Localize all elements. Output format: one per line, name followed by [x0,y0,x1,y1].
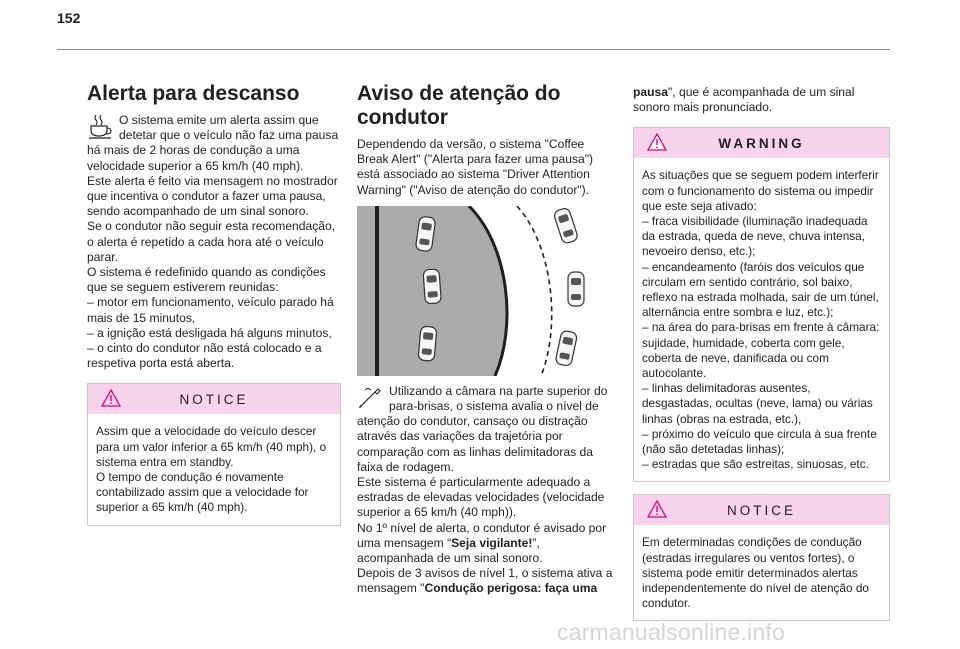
notice-box-rest [87,383,341,525]
column-right [633,85,890,621]
lane-drift-illustration [357,206,613,376]
alert-message-pause: pausa [633,85,668,99]
section-title-rest-alert: Alerta para descanso [87,82,300,105]
rest-alert-body: Este alerta é feito via mensagem no mostrador que incentiva o condutor a fazer uma pausa, sendo acompanhado de um sinal sonoro. Se o condutor não seguir esta recomendação, o alerta é repetido a cada hora até o veículo parar. O sistema é redefinido quando as condições que se seguem estiverem reunidas: – motor em funcionamento, veículo parado há mais de 15 minutos, – a ignição está desligada há alguns minutos, – o cinto do condutor não está colocado e a respetiva porta está aberta. [87,173,338,371]
driver-attention-intro: Dependendo da versão, o sistema "Coffee Break Alert" ("Alerta para fazer uma pausa") está associado ao sistema "Driver Attention Warning" ("Aviso de atenção do condutor"). [357,137,594,197]
notice-body: Assim que a velocidade do veículo descer para um valor inferior a 65 km/h (40 mph), o sistema entra em standby. O tempo de condução é novamente contabilizado assim que a velocidade for superior a 65 km/h (40 mph). [96,424,327,515]
notice-box-conditions [633,494,890,621]
camera-pen-icon [357,384,383,414]
warning-box [633,127,890,482]
column-middle [357,82,613,597]
warning-triangle-icon [647,500,667,522]
section-title-driver-attention: Aviso de atenção do condutor [357,82,561,129]
alert-level-text-2: ”, acompanhada de um sinal sonoro. Depois de 3 avisos de nível 1, o sistema ativa a mensagem " [357,535,613,596]
warning-triangle-icon [101,389,121,411]
alert-message-dangerous-driving: Condução perigosa: faça uma [424,581,598,596]
coffee-cup-icon [87,113,113,143]
warning-triangle-icon [647,133,667,155]
notice-header [88,384,340,414]
warning-label: WARNING [718,135,805,151]
notice-header [634,495,889,525]
header-divider [57,49,890,50]
column-left [87,82,341,526]
alert-level-text: Este sistema é particularmente adequado a estradas de elevadas velocidades (velocidade superior a 65 km/h (40 mph)). No 1º nível de alerta, o condutor é avisado por uma mensagem “ [357,475,607,550]
page-number: 152 [57,10,81,26]
continued-text-rest: ", que é acompanhada de um sinal sonoro mais pronunciado. [633,85,855,115]
continued-text [633,85,890,115]
driver-attention-camera-text: Utilizando a câmara na parte superior do para-brisas, o sistema avalia o nível de atenção do condutor, cansaço ou distração através das variações da trajetória por comparação com as linhas delimitadoras da faixa de rodagem. [357,383,608,474]
driver-attention-body [357,475,613,597]
alert-message-be-vigilant: Seja vigilante! [451,535,533,550]
notice-label: NOTICE [726,502,796,518]
rest-alert-intro: O sistema emite um alerta assim que detetar que o veículo não faz uma pausa há mais de 2 horas de condução a uma velocidade superior a 65 km/h (40 mph). [87,113,339,173]
notice-body: Em determinadas condições de condução (estradas irregulares ou ventos fortes), o sistema pode emitir determinados alertas independentemente do nível de atenção do condutor. [642,535,869,611]
warning-header [634,128,889,158]
watermark: carmanualsonline.info [557,619,785,645]
notice-label: NOTICE [179,391,249,407]
warning-body: As situações que se seguem podem interferir com o funcionamento do sistema ou impedir que este seja ativado: – fraca visibilidade (iluminação inadequada da estrada, queda de neve, chuva intensa, nevoeiro denso, etc.); – encandeamento (faróis dos veículos que circulam em sentido contrário, sol baixo, reflexo na estrada molhada, sair de um túnel, alternância entre sombra e luz, etc.); – na área do para-brisas em frente à câmara: sujidade, humidade, coberta com gele, coberta de neve, danificada ou com autocolante. – linhas delimitadoras ausentes, desgastadas, ocultas (neve, lama) ou várias linhas (obras na estrada, etc.), – próximo do veículo que circula à sua frente (não são detetadas linhas); – estradas que são estreitas, sinuosas, etc. [642,168,880,472]
